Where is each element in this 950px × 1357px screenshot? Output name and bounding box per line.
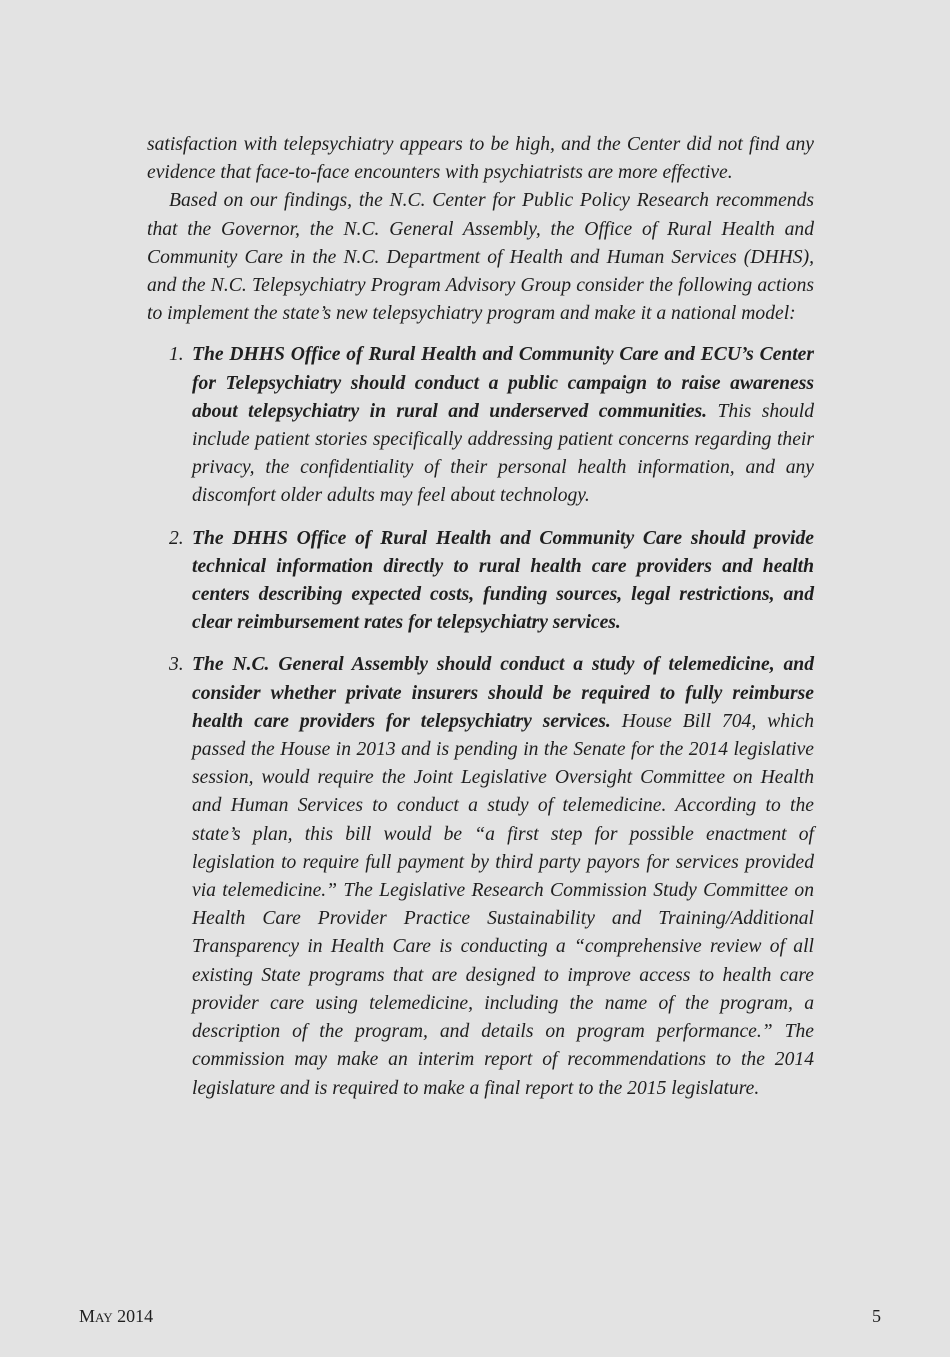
recommendation-2 (147, 525, 814, 638)
recommendation-1 (147, 341, 814, 510)
recommendation-heading: The DHHS Office of Rural Health and Community Care should provide technical information directly to rural health care providers and health centers describing expected costs, funding sources, legal restrictions, and clear reimbursement rates for telepsychiatry services. (192, 527, 814, 634)
recommendation-number: 1. (169, 344, 184, 366)
intro-paragraph-1: satisfaction with telepsychiatry appears to be high, and the Center did not find any evidence that face-to-face encounters with psychiatrists are more effective. (147, 134, 814, 184)
page-number: 5 (872, 1306, 881, 1326)
recommendation-text: House Bill 704, which passed the House in 2013 and is pending in the Senate for the 2014 legislative session, would require the Joint Legislative Oversight Committee on Health and Human Services to conduct a study of telemedicine. According to the state’s plan, this bill would be “a first step for possible enactment of legislation to require full payment by third party payors for services provided via telemedicine.” The Legislative Research Commission Study Committee on Health Care Provider Practice Sustainability and Training/Additional Transparency in Health Care is conducting a “comprehensive review of all existing State programs that are designed to improve access to health care provider care using telemedicine, including the name of the program, a description of the program, and details on program performance.” The commission may make an interim report of recommendations to the 2014 legislature and is required to make a final report to the 2015 legislature. (192, 710, 815, 1099)
recommendation-3 (147, 651, 814, 1102)
page-body (147, 131, 814, 1117)
recommendation-heading: The DHHS Office of Rural Health and Community Care and ECU’s Center for Telepsychiatry should conduct a public campaign to raise awareness about telepsychiatry in rural and underserved communities. (192, 344, 814, 422)
recommendations-list (147, 341, 814, 1102)
recommendation-text: This should include patient stories specifically addressing patient concerns regarding their privacy, the confidentiality of their personal health information, and any discomfort older adults may feel about technology. (192, 400, 815, 507)
intro-paragraph-2: Based on our findings, the N.C. Center for Public Policy Research recommends that the Governor, the N.C. General Assembly, the Office of Rural Health and Community Care in the N.C. Department of Health and Human Services (DHHS), and the N.C. Telepsychiatry Program Advisory Group consider the following actions to implement the state’s new telepsychiatry program and make it a national model: (147, 190, 814, 325)
recommendation-heading: The N.C. General Assembly should conduct a study of telemedicine, and consider whether private insurers should be required to fully reimburse health care providers for telepsychiatry services. (192, 654, 814, 732)
footer-date: May 2014 (79, 1306, 154, 1326)
recommendation-number: 2. (169, 527, 184, 549)
recommendation-number: 3. (169, 654, 184, 676)
